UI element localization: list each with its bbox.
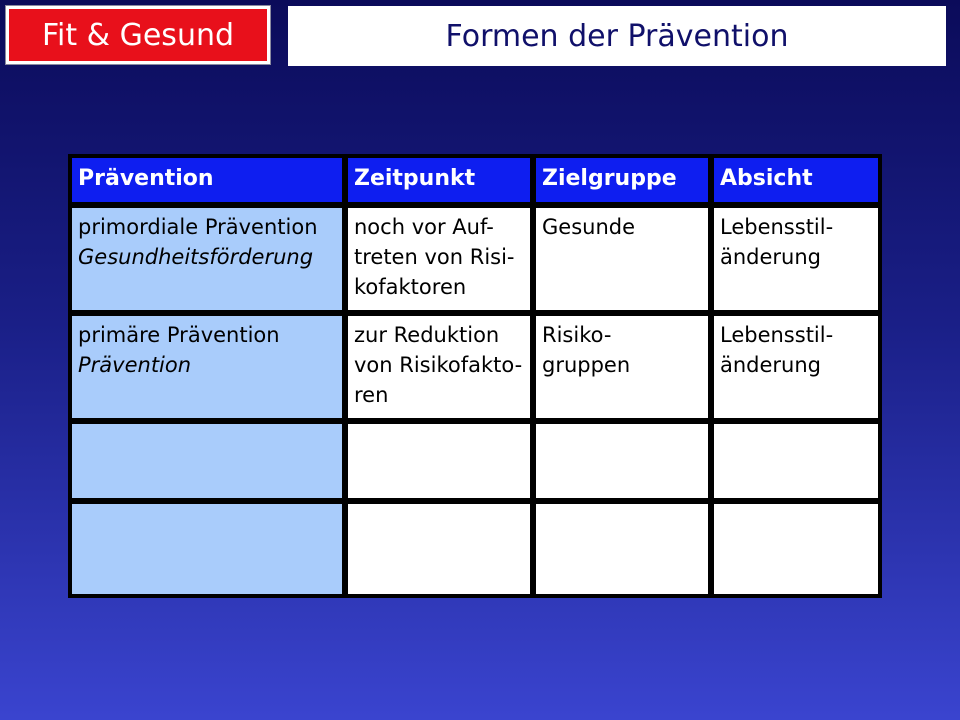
row2-absicht-line2: änderung	[720, 353, 822, 377]
row3-zeitpunkt-cell	[348, 424, 530, 498]
row2-zeitpunkt-cell	[348, 316, 530, 418]
row2-praevention-cell	[72, 316, 342, 418]
row1-praevention-alias: Gesundheitsförderung	[78, 245, 314, 269]
row1-zeitpunkt-line1: noch vor Auf-	[354, 215, 494, 239]
row1-absicht-cell	[714, 208, 878, 310]
row2-praevention-alias: Prävention	[78, 353, 192, 377]
row4-zeitpunkt-cell	[348, 504, 530, 594]
row1-praevention-cell	[72, 208, 342, 310]
row3-absicht-cell	[714, 424, 878, 498]
row4-zielgruppe-cell	[536, 504, 708, 594]
row2-zeitpunkt-line1: zur Reduktion	[354, 323, 500, 347]
row1-zielgruppe-line1: Gesunde	[542, 215, 636, 239]
row1-absicht-line1: Lebensstil-	[720, 215, 834, 239]
row1-zeitpunkt-line3: kofaktoren	[354, 275, 467, 299]
row4-praevention-cell	[72, 504, 342, 594]
row2-absicht-line1: Lebensstil-	[720, 323, 834, 347]
row2-zielgruppe-line1: Risiko-	[542, 323, 612, 347]
row2-zielgruppe-cell	[536, 316, 708, 418]
row2-zeitpunkt-line3: ren	[354, 383, 389, 407]
row1-zielgruppe-cell	[536, 208, 708, 310]
row1-zeitpunkt-cell	[348, 208, 530, 310]
header-zeitpunkt: Zeitpunkt	[348, 158, 530, 202]
row1-absicht-line2: änderung	[720, 245, 822, 269]
header-zielgruppe: Zielgruppe	[536, 158, 708, 202]
row2-praevention-name: primäre Prävention	[78, 323, 280, 347]
row3-zielgruppe-cell	[536, 424, 708, 498]
row4-absicht-cell	[714, 504, 878, 594]
title-box	[288, 6, 946, 66]
row1-praevention-name: primordiale Prävention	[78, 215, 318, 239]
row1-zeitpunkt-line2: treten von Risi-	[354, 245, 515, 269]
header-absicht: Absicht	[714, 158, 878, 202]
slide-title: Formen der Prävention	[445, 18, 789, 54]
row2-zeitpunkt-line2: von Risikofakto-	[354, 353, 523, 377]
row3-praevention-cell	[72, 424, 342, 498]
row2-zielgruppe-line2: gruppen	[542, 353, 631, 377]
row2-absicht-cell	[714, 316, 878, 418]
prevention-table	[68, 154, 882, 598]
header-praevention: Prävention	[72, 158, 342, 202]
brand-label: Fit & Gesund	[41, 17, 235, 53]
brand-badge	[6, 6, 270, 64]
